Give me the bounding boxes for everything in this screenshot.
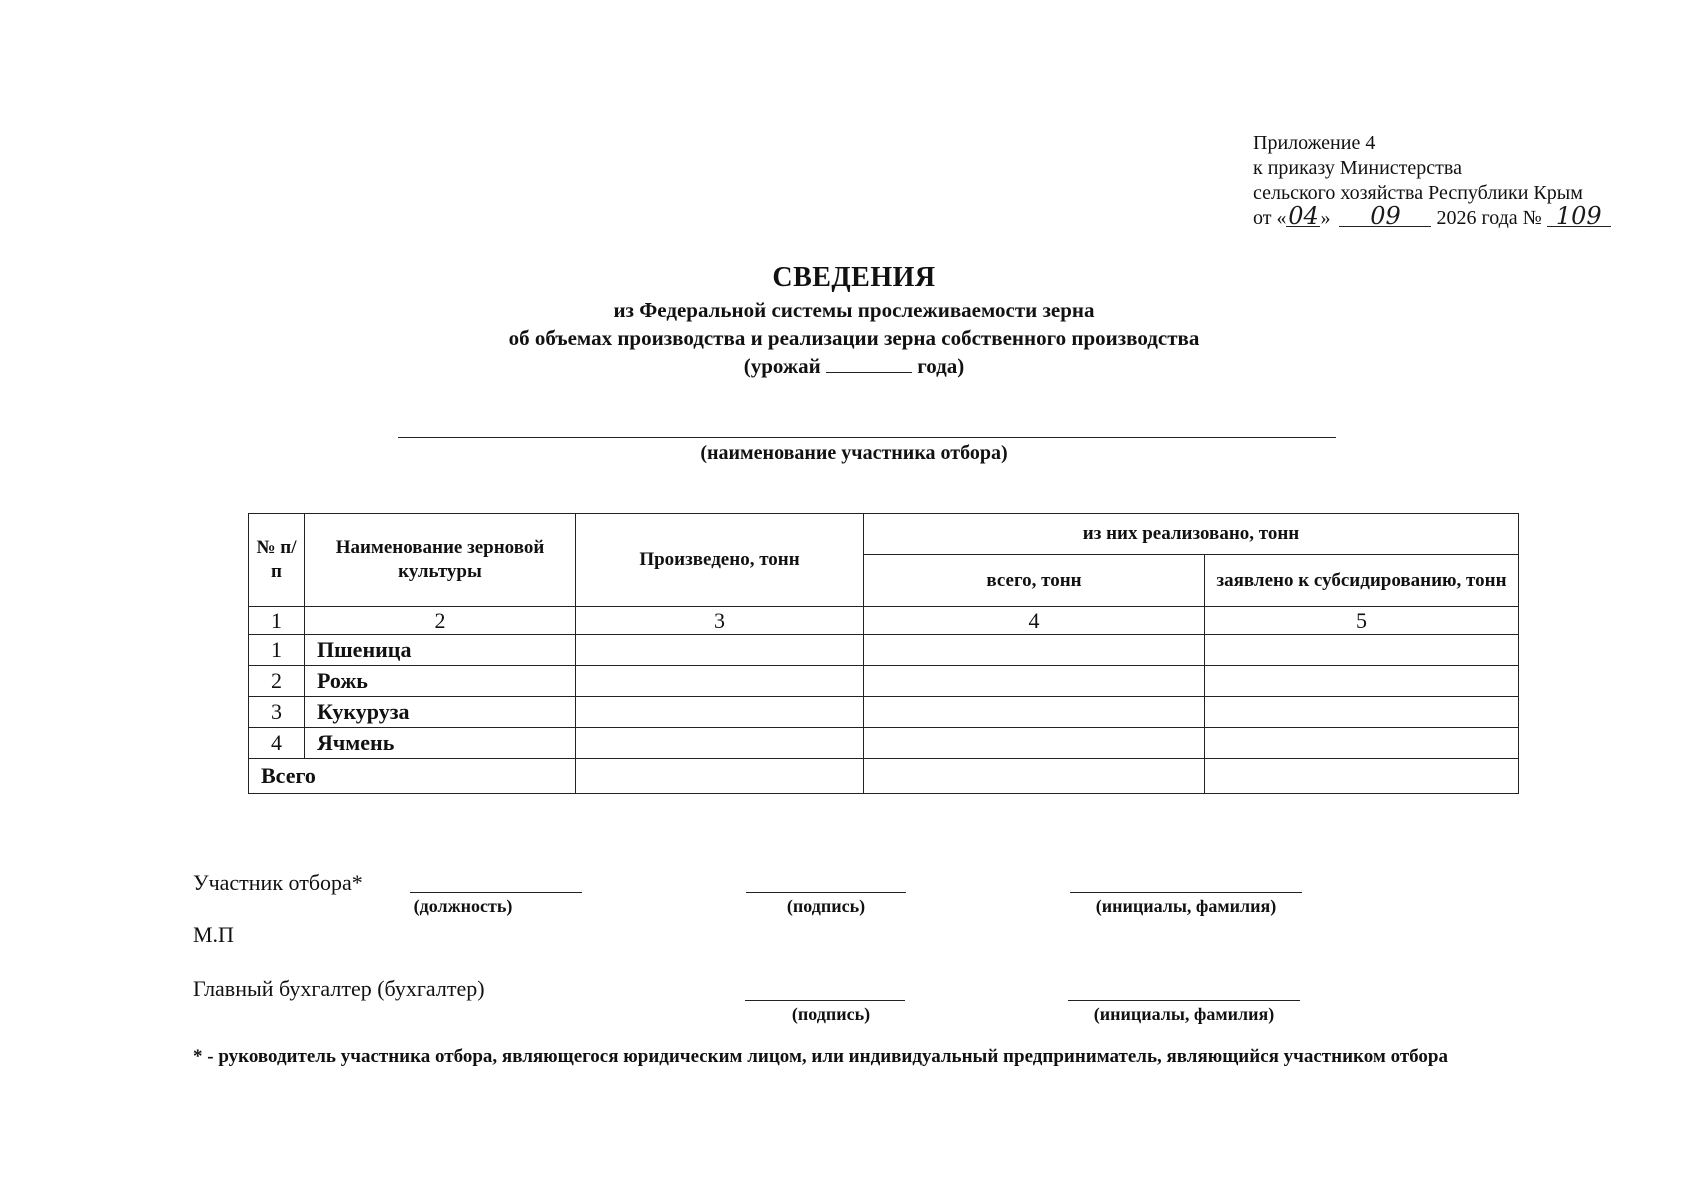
handwritten-month: 09 (1339, 206, 1431, 227)
appendix-title: Приложение 4 (1253, 132, 1376, 154)
column-number: 2 (305, 607, 576, 635)
header-sold-subsidy: заявлено к субсидированию, тонн (1205, 555, 1519, 607)
sold-total-cell[interactable] (864, 635, 1205, 666)
accountant-initials-field[interactable] (1068, 1000, 1300, 1001)
harvest-prefix: (урожай (743, 354, 821, 378)
accountant-initials-caption: (инициалы, фамилия) (1093, 1004, 1275, 1024)
table-row (249, 635, 1519, 666)
sold-total-cell[interactable] (864, 728, 1205, 759)
participant-initials-caption: (инициалы, фамилия) (1095, 896, 1277, 916)
table-row (249, 697, 1519, 728)
sold-total-cell[interactable] (864, 666, 1205, 697)
total-sold-cell[interactable] (864, 759, 1205, 794)
row-number: 1 (249, 635, 305, 666)
total-subsidy-cell[interactable] (1205, 759, 1519, 794)
header-sold-total: всего, тонн (864, 555, 1205, 607)
harvest-year-blank[interactable] (826, 372, 912, 373)
date-close-quote: » (1320, 207, 1331, 229)
table-row (249, 728, 1519, 759)
document-subtitle-1: из Федеральной системы прослеживаемости зерна (613, 298, 1095, 322)
position-field[interactable] (410, 892, 582, 893)
participant-signature-field[interactable] (746, 892, 906, 893)
header-row-number: № п/п (249, 514, 305, 607)
table-row (249, 666, 1519, 697)
document-subtitle-2: об объемах производства и реализации зерна собственного производства (508, 326, 1200, 350)
participant-initials-field[interactable] (1070, 892, 1302, 893)
appendix-header (1253, 131, 1611, 231)
total-produced-cell[interactable] (576, 759, 864, 794)
total-label: Всего (249, 759, 576, 794)
title-block (0, 262, 1708, 380)
sold-subsidy-cell[interactable] (1205, 666, 1519, 697)
row-number: 2 (249, 666, 305, 697)
crop-name: Кукуруза (305, 697, 576, 728)
participant-signature-caption: (подпись) (786, 896, 866, 916)
produced-cell[interactable] (576, 728, 864, 759)
appendix-order-ref: к приказу Министерства (1253, 157, 1462, 179)
accountant-signature-caption: (подпись) (791, 1004, 871, 1024)
sold-total-cell[interactable] (864, 697, 1205, 728)
row-number: 3 (249, 697, 305, 728)
column-number: 4 (864, 607, 1205, 635)
column-number: 1 (249, 607, 305, 635)
sold-subsidy-cell[interactable] (1205, 635, 1519, 666)
crop-name: Ячмень (305, 728, 576, 759)
produced-cell[interactable] (576, 697, 864, 728)
column-number-row (249, 607, 1519, 635)
stamp-placeholder: М.П (193, 922, 234, 947)
sold-subsidy-cell[interactable] (1205, 697, 1519, 728)
harvest-suffix: года) (917, 354, 965, 378)
total-row (249, 759, 1519, 794)
accountant-label: Главный бухгалтер (бухгалтер) (193, 976, 485, 1001)
appendix-date-line (1253, 202, 1611, 231)
header-produced: Произведено, тонн (576, 514, 864, 607)
column-number: 5 (1205, 607, 1519, 635)
harvest-year-line (0, 352, 1708, 380)
participant-name-caption: (наименование участника отбора) (700, 442, 1008, 464)
produced-cell[interactable] (576, 635, 864, 666)
crop-name: Рожь (305, 666, 576, 697)
document-title: СВЕДЕНИЯ (772, 262, 936, 293)
participant-name-field[interactable] (398, 437, 1336, 438)
crop-name: Пшеница (305, 635, 576, 666)
participant-label: Участник отбора* (193, 870, 363, 895)
date-year-text: 2026 года № (1436, 207, 1542, 229)
date-prefix: от « (1253, 207, 1287, 229)
grain-volume-table (248, 513, 1519, 794)
produced-cell[interactable] (576, 666, 864, 697)
appendix-ministry: сельского хозяйства Республики Крым (1253, 182, 1583, 204)
sold-subsidy-cell[interactable] (1205, 728, 1519, 759)
footnote: * - руководитель участника отбора, являющегося юридическим лицом, или индивидуальный предприниматель, являющийся участником отбора (193, 1046, 1448, 1067)
header-sold-group: из них реализовано, тонн (864, 514, 1519, 555)
row-number: 4 (249, 728, 305, 759)
position-caption: (должность) (413, 896, 513, 916)
handwritten-order-number: 109 (1547, 206, 1611, 227)
accountant-signature-field[interactable] (745, 1000, 905, 1001)
header-crop-name: Наименование зерновой культуры (305, 514, 576, 607)
handwritten-day: 04 (1288, 202, 1319, 230)
column-number: 3 (576, 607, 864, 635)
